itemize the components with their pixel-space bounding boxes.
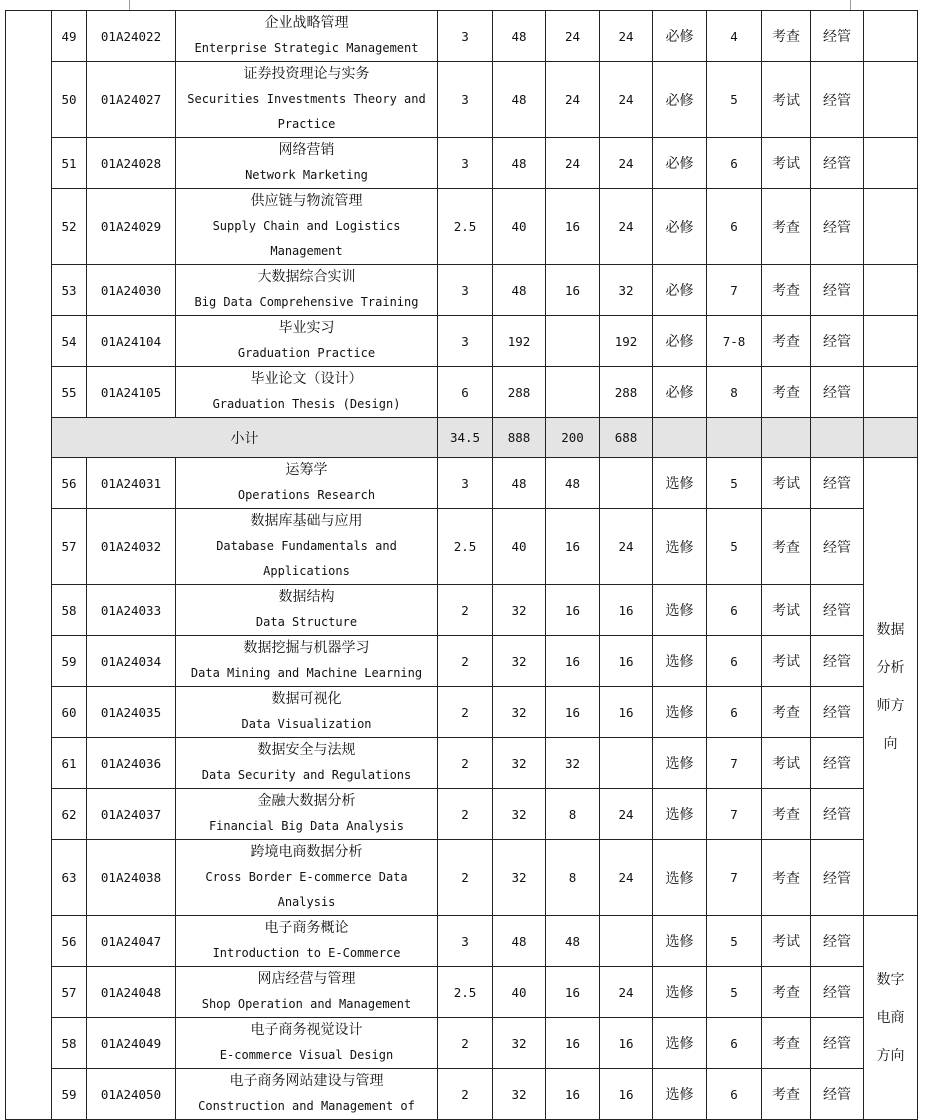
course-name-en: Financial Big Data Analysis (208, 819, 405, 833)
course-type-cell: 选修 (653, 585, 707, 636)
course-name-cn: 数据库基础与应用 (250, 513, 363, 529)
direction-cell (864, 316, 918, 367)
course-code-cell: 01A24029 (87, 189, 176, 265)
course-name-en: Construction and Management of (198, 1099, 415, 1113)
course-name-en: Big Data Comprehensive Training (194, 295, 419, 309)
direction-label-line: 电商 (876, 1009, 905, 1026)
course-number-cell: 63 (52, 840, 87, 916)
credit-cell: 3 (438, 458, 493, 509)
practice-hours-cell: 16 (600, 585, 653, 636)
table-row (6, 687, 918, 738)
theory-hours-cell: 24 (546, 138, 600, 189)
assessment-cell: 考试 (762, 62, 811, 138)
course-name-cell (176, 11, 438, 62)
credit-cell: 3 (438, 138, 493, 189)
semester-cell: 5 (707, 458, 762, 509)
category-cell (6, 11, 52, 1120)
course-code-cell: 01A24034 (87, 636, 176, 687)
theory-hours-cell: 48 (546, 916, 600, 967)
practice-hours-cell: 24 (600, 840, 653, 916)
semester-cell: 6 (707, 189, 762, 265)
department-cell: 经管 (811, 11, 864, 62)
course-name-cell (176, 636, 438, 687)
theory-hours-cell: 8 (546, 840, 600, 916)
total-hours-cell: 32 (493, 789, 546, 840)
semester-cell: 5 (707, 509, 762, 585)
course-type-cell: 必修 (653, 265, 707, 316)
theory-hours-cell: 32 (546, 738, 600, 789)
theory-hours-cell: 16 (546, 585, 600, 636)
page-crop-marks (0, 0, 925, 10)
department-cell: 经管 (811, 316, 864, 367)
course-number-cell: 57 (52, 967, 87, 1018)
course-name-en: Data Security and Regulations (201, 768, 412, 782)
direction-label-line: 数据 (876, 621, 905, 638)
assessment-cell: 考试 (762, 636, 811, 687)
assessment-cell: 考查 (762, 316, 811, 367)
semester-cell: 6 (707, 1069, 762, 1120)
direction-label-line: 师方 (876, 697, 905, 714)
assessment-cell: 考查 (762, 840, 811, 916)
direction-cell (864, 367, 918, 418)
theory-hours-cell: 16 (546, 687, 600, 738)
course-name-cn: 网店经营与管理 (257, 971, 356, 987)
direction-cell (864, 265, 918, 316)
direction-label-data-analyst (864, 458, 918, 916)
course-name-cn: 数据结构 (278, 589, 335, 605)
course-name-cell (176, 189, 438, 265)
department-cell: 经管 (811, 840, 864, 916)
assessment-cell: 考试 (762, 138, 811, 189)
course-type-cell: 必修 (653, 316, 707, 367)
table-row (6, 458, 918, 509)
course-code-cell: 01A24037 (87, 789, 176, 840)
total-hours-cell: 48 (493, 265, 546, 316)
semester-cell: 5 (707, 916, 762, 967)
assessment-cell: 考查 (762, 1069, 811, 1120)
semester-cell: 4 (707, 11, 762, 62)
theory-hours-cell: 16 (546, 1018, 600, 1069)
course-code-cell: 01A24038 (87, 840, 176, 916)
semester-cell: 7 (707, 738, 762, 789)
practice-hours-cell: 16 (600, 1018, 653, 1069)
direction-label-line: 数字 (876, 971, 905, 988)
credit-cell: 2 (438, 687, 493, 738)
practice-hours-cell: 24 (600, 62, 653, 138)
semester-cell: 7 (707, 789, 762, 840)
theory-hours-cell: 16 (546, 967, 600, 1018)
credit-cell: 2 (438, 840, 493, 916)
department-cell: 经管 (811, 189, 864, 265)
practice-hours-cell: 288 (600, 367, 653, 418)
assessment-cell: 考查 (762, 789, 811, 840)
course-code-cell: 01A24022 (87, 11, 176, 62)
course-number-cell: 50 (52, 62, 87, 138)
course-name-en: Cross Border E-commerce Data Analysis (205, 870, 408, 909)
course-number-cell: 59 (52, 636, 87, 687)
theory-hours-cell: 16 (546, 189, 600, 265)
direction-label-line: 分析 (876, 659, 905, 676)
table-row (6, 840, 918, 916)
course-number-cell: 51 (52, 138, 87, 189)
course-name-en: Graduation Practice (237, 346, 376, 360)
direction-cell (864, 11, 918, 62)
subtotal-assessment (762, 418, 811, 458)
subtotal-theory-hours: 200 (546, 418, 600, 458)
course-name-cn: 供应链与物流管理 (250, 193, 363, 209)
semester-cell: 6 (707, 585, 762, 636)
table-row (6, 1018, 918, 1069)
semester-cell: 7-8 (707, 316, 762, 367)
theory-hours-cell: 16 (546, 636, 600, 687)
course-type-cell: 选修 (653, 967, 707, 1018)
total-hours-cell: 32 (493, 585, 546, 636)
subtotal-row (6, 418, 918, 458)
practice-hours-cell: 24 (600, 138, 653, 189)
practice-hours-cell: 16 (600, 687, 653, 738)
total-hours-cell: 40 (493, 189, 546, 265)
course-type-cell: 选修 (653, 458, 707, 509)
course-name-cell (176, 1018, 438, 1069)
semester-cell: 6 (707, 138, 762, 189)
practice-hours-cell: 24 (600, 11, 653, 62)
department-cell: 经管 (811, 789, 864, 840)
credit-cell: 2 (438, 738, 493, 789)
course-name-en: Shop Operation and Management (201, 997, 412, 1011)
assessment-cell: 考查 (762, 687, 811, 738)
theory-hours-cell: 24 (546, 62, 600, 138)
subtotal-label: 小计 (52, 418, 438, 458)
theory-hours-cell: 8 (546, 789, 600, 840)
table-row (6, 916, 918, 967)
direction-label-digital-ecommerce (864, 916, 918, 1120)
course-name-cn: 网络营销 (278, 142, 335, 158)
total-hours-cell: 32 (493, 1018, 546, 1069)
semester-cell: 7 (707, 840, 762, 916)
course-number-cell: 58 (52, 585, 87, 636)
direction-cell (864, 189, 918, 265)
total-hours-cell: 288 (493, 367, 546, 418)
subtotal-direction (864, 418, 918, 458)
assessment-cell: 考查 (762, 367, 811, 418)
total-hours-cell: 48 (493, 458, 546, 509)
course-type-cell: 必修 (653, 11, 707, 62)
course-type-cell: 选修 (653, 687, 707, 738)
table-row (6, 189, 918, 265)
practice-hours-cell (600, 458, 653, 509)
course-name-cn: 证券投资理论与实务 (243, 66, 370, 82)
subtotal-department (811, 418, 864, 458)
total-hours-cell: 48 (493, 62, 546, 138)
department-cell: 经管 (811, 265, 864, 316)
practice-hours-cell (600, 738, 653, 789)
course-number-cell: 58 (52, 1018, 87, 1069)
course-name-cell (176, 585, 438, 636)
credit-cell: 3 (438, 316, 493, 367)
crop-mark (129, 0, 130, 10)
table-row (6, 738, 918, 789)
course-name-cn: 电子商务概论 (264, 920, 349, 936)
credit-cell: 2 (438, 1018, 493, 1069)
direction-cell (864, 138, 918, 189)
department-cell: 经管 (811, 687, 864, 738)
total-hours-cell: 32 (493, 840, 546, 916)
course-number-cell: 56 (52, 916, 87, 967)
course-name-cell (176, 916, 438, 967)
course-number-cell: 49 (52, 11, 87, 62)
course-name-cn: 跨境电商数据分析 (250, 844, 363, 860)
semester-cell: 5 (707, 62, 762, 138)
course-plan-table (5, 10, 918, 1120)
total-hours-cell: 32 (493, 687, 546, 738)
department-cell: 经管 (811, 967, 864, 1018)
course-number-cell: 55 (52, 367, 87, 418)
course-type-cell: 选修 (653, 509, 707, 585)
practice-hours-cell: 24 (600, 189, 653, 265)
course-code-cell: 01A24033 (87, 585, 176, 636)
table-row (6, 1069, 918, 1120)
course-name-en: E-commerce Visual Design (219, 1048, 394, 1062)
course-number-cell: 61 (52, 738, 87, 789)
theory-hours-cell (546, 367, 600, 418)
credit-cell: 2.5 (438, 509, 493, 585)
assessment-cell: 考查 (762, 967, 811, 1018)
course-type-cell: 选修 (653, 840, 707, 916)
course-code-cell: 01A24104 (87, 316, 176, 367)
practice-hours-cell: 16 (600, 636, 653, 687)
practice-hours-cell: 24 (600, 509, 653, 585)
assessment-cell: 考试 (762, 916, 811, 967)
course-table-body (6, 11, 918, 1120)
table-row (6, 11, 918, 62)
course-name-en: Graduation Thesis (Design) (212, 397, 401, 411)
course-number-cell: 52 (52, 189, 87, 265)
department-cell: 经管 (811, 1069, 864, 1120)
course-number-cell: 59 (52, 1069, 87, 1120)
total-hours-cell: 40 (493, 509, 546, 585)
table-row (6, 316, 918, 367)
course-code-cell: 01A24035 (87, 687, 176, 738)
table-row (6, 636, 918, 687)
credit-cell: 2 (438, 789, 493, 840)
course-name-cell (176, 316, 438, 367)
course-name-cn: 运筹学 (285, 462, 328, 478)
course-name-cn: 毕业论文（设计） (250, 371, 363, 387)
semester-cell: 6 (707, 636, 762, 687)
course-code-cell: 01A24105 (87, 367, 176, 418)
course-code-cell: 01A24030 (87, 265, 176, 316)
course-code-cell: 01A24047 (87, 916, 176, 967)
department-cell: 经管 (811, 367, 864, 418)
course-code-cell: 01A24049 (87, 1018, 176, 1069)
course-number-cell: 56 (52, 458, 87, 509)
theory-hours-cell: 24 (546, 11, 600, 62)
table-row (6, 967, 918, 1018)
direction-cell (864, 62, 918, 138)
course-code-cell: 01A24027 (87, 62, 176, 138)
total-hours-cell: 48 (493, 11, 546, 62)
course-name-cell (176, 138, 438, 189)
table-row (6, 138, 918, 189)
course-name-cell (176, 367, 438, 418)
course-number-cell: 62 (52, 789, 87, 840)
total-hours-cell: 32 (493, 738, 546, 789)
credit-cell: 6 (438, 367, 493, 418)
total-hours-cell: 32 (493, 1069, 546, 1120)
credit-cell: 3 (438, 62, 493, 138)
course-name-cell (176, 967, 438, 1018)
theory-hours-cell: 16 (546, 1069, 600, 1120)
department-cell: 经管 (811, 916, 864, 967)
direction-label-line: 方向 (876, 1047, 905, 1064)
course-type-cell: 选修 (653, 1018, 707, 1069)
course-number-cell: 60 (52, 687, 87, 738)
credit-cell: 2.5 (438, 189, 493, 265)
course-type-cell: 必修 (653, 189, 707, 265)
course-name-cell (176, 789, 438, 840)
table-row (6, 585, 918, 636)
semester-cell: 6 (707, 1018, 762, 1069)
assessment-cell: 考查 (762, 11, 811, 62)
course-name-en: Data Visualization (241, 717, 372, 731)
course-name-en: Introduction to E-Commerce (212, 946, 401, 960)
credit-cell: 2.5 (438, 967, 493, 1018)
subtotal-type (653, 418, 707, 458)
course-name-cn: 数据安全与法规 (257, 742, 356, 758)
course-name-cn: 金融大数据分析 (257, 793, 356, 809)
course-code-cell: 01A24050 (87, 1069, 176, 1120)
course-number-cell: 57 (52, 509, 87, 585)
course-type-cell: 选修 (653, 636, 707, 687)
course-type-cell: 必修 (653, 62, 707, 138)
assessment-cell: 考查 (762, 1018, 811, 1069)
department-cell: 经管 (811, 636, 864, 687)
crop-mark (850, 0, 851, 10)
practice-hours-cell: 24 (600, 967, 653, 1018)
department-cell: 经管 (811, 62, 864, 138)
practice-hours-cell: 32 (600, 265, 653, 316)
course-name-cn: 企业战略管理 (264, 15, 349, 31)
total-hours-cell: 48 (493, 138, 546, 189)
subtotal-practice-hours: 688 (600, 418, 653, 458)
course-name-cn: 数据挖掘与机器学习 (243, 640, 370, 656)
table-row (6, 62, 918, 138)
table-row (6, 367, 918, 418)
subtotal-total-hours: 888 (493, 418, 546, 458)
course-type-cell: 必修 (653, 138, 707, 189)
practice-hours-cell: 16 (600, 1069, 653, 1120)
course-type-cell: 选修 (653, 916, 707, 967)
course-type-cell: 选修 (653, 1069, 707, 1120)
course-name-en: Database Fundamentals and Applications (216, 539, 397, 578)
course-name-cn: 电子商务视觉设计 (250, 1022, 363, 1038)
credit-cell: 2 (438, 636, 493, 687)
course-type-cell: 必修 (653, 367, 707, 418)
credit-cell: 3 (438, 916, 493, 967)
course-name-en: Supply Chain and Logistics Management (212, 219, 401, 258)
course-name-en: Data Mining and Machine Learning (190, 666, 423, 680)
assessment-cell: 考查 (762, 265, 811, 316)
course-code-cell: 01A24028 (87, 138, 176, 189)
table-row (6, 265, 918, 316)
direction-label-line: 向 (883, 735, 898, 752)
course-name-cell (176, 62, 438, 138)
course-name-cell (176, 265, 438, 316)
course-name-cell (176, 738, 438, 789)
course-name-cell (176, 840, 438, 916)
credit-cell: 3 (438, 265, 493, 316)
subtotal-credit: 34.5 (438, 418, 493, 458)
assessment-cell: 考查 (762, 189, 811, 265)
theory-hours-cell: 16 (546, 509, 600, 585)
total-hours-cell: 48 (493, 916, 546, 967)
department-cell: 经管 (811, 458, 864, 509)
semester-cell: 7 (707, 265, 762, 316)
course-code-cell: 01A24048 (87, 967, 176, 1018)
department-cell: 经管 (811, 738, 864, 789)
practice-hours-cell: 192 (600, 316, 653, 367)
practice-hours-cell (600, 916, 653, 967)
practice-hours-cell: 24 (600, 789, 653, 840)
course-type-cell: 选修 (653, 789, 707, 840)
course-name-cell (176, 1069, 438, 1120)
course-name-cn: 电子商务网站建设与管理 (229, 1073, 384, 1089)
department-cell: 经管 (811, 138, 864, 189)
course-number-cell: 53 (52, 265, 87, 316)
course-number-cell: 54 (52, 316, 87, 367)
course-name-en: Enterprise Strategic Management (194, 41, 419, 55)
course-name-cn: 大数据综合实训 (257, 269, 356, 285)
department-cell: 经管 (811, 1018, 864, 1069)
total-hours-cell: 40 (493, 967, 546, 1018)
course-name-cell (176, 458, 438, 509)
assessment-cell: 考查 (762, 509, 811, 585)
course-type-cell: 选修 (653, 738, 707, 789)
semester-cell: 8 (707, 367, 762, 418)
course-name-cell (176, 687, 438, 738)
semester-cell: 5 (707, 967, 762, 1018)
credit-cell: 2 (438, 1069, 493, 1120)
course-name-en: Operations Research (237, 488, 376, 502)
assessment-cell: 考试 (762, 458, 811, 509)
course-code-cell: 01A24032 (87, 509, 176, 585)
assessment-cell: 考试 (762, 585, 811, 636)
theory-hours-cell: 16 (546, 265, 600, 316)
semester-cell: 6 (707, 687, 762, 738)
theory-hours-cell: 48 (546, 458, 600, 509)
course-code-cell: 01A24031 (87, 458, 176, 509)
theory-hours-cell (546, 316, 600, 367)
credit-cell: 3 (438, 11, 493, 62)
course-name-cell (176, 509, 438, 585)
total-hours-cell: 192 (493, 316, 546, 367)
credit-cell: 2 (438, 585, 493, 636)
course-name-en: Data Structure (255, 615, 358, 629)
course-name-cn: 毕业实习 (278, 320, 335, 336)
course-name-en: Securities Investments Theory and Practice (187, 92, 426, 131)
course-code-cell: 01A24036 (87, 738, 176, 789)
course-name-en: Network Marketing (245, 168, 368, 182)
table-row (6, 789, 918, 840)
table-row (6, 509, 918, 585)
department-cell: 经管 (811, 585, 864, 636)
course-name-cn: 数据可视化 (271, 691, 342, 707)
department-cell: 经管 (811, 509, 864, 585)
total-hours-cell: 32 (493, 636, 546, 687)
subtotal-semester (707, 418, 762, 458)
assessment-cell: 考试 (762, 738, 811, 789)
